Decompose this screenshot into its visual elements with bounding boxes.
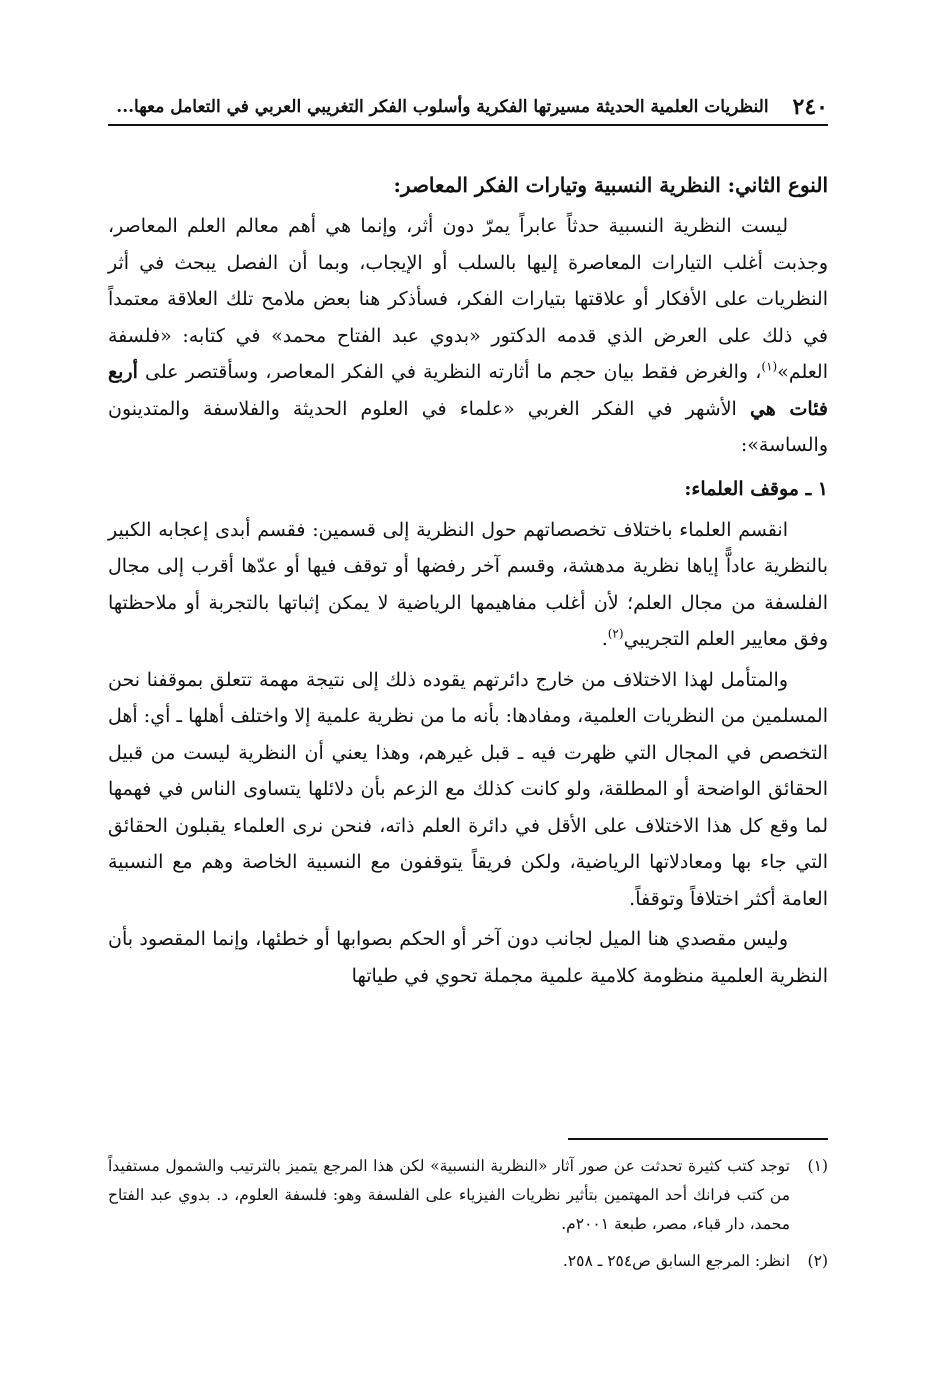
footnote-ref-1: (١)	[761, 359, 778, 374]
footnote-separator	[568, 1138, 828, 1140]
paragraph-intro-bold: أربع فئات هي	[108, 361, 829, 420]
paragraph-scientists-text: انقسم العلماء باختلاف تخصصاتهم حول النظرية إلى قسمين: فقسم أبدى إعجابه الكبير بالنظرية عاداًّ إياها نظرية مدهشة، وقسم آخر رفضها أو توقف فيها أو عدّها أقرب إلى مجال الفلسفة من مجال العلم؛ لأن أغلب مفاهيمها الرياضية لا يمكن إثباتها بالتجربة أو ملاحظتها وفق معايير العلم التجريبي	[108, 518, 828, 650]
paragraph-intro-part1: ليست النظرية النسبية حدثاً عابراً يمرّ دون أثر، وإنما هي أهم معالم العلم المعاصر، وجذبت أغلب التيارات المعاصرة إليها بالسلب أو الإيجاب، وبما أن الفصل يبحث في أثر النظريات على الأفكار أو علاقتها بتيارات الفكر، فسأذكر هنا بعض ملامح تلك العلاقة معتمداً في ذلك على العرض الذي قدمه الدكتور «بدوي عبد الفتاح محمد» في كتابه: «فلسفة العلم»	[108, 215, 828, 383]
footnote-1-mark: (١)	[807, 1157, 828, 1175]
paragraph-intro-part3: الأشهر في الفكر الغربي «علماء في العلوم الحديثة والفلاسفة والمتدينون والساسة»:	[108, 397, 828, 456]
paragraph-intro	[108, 208, 828, 464]
paragraph-intro-part2: ، والغرض فقط بيان حجم ما أثارته النظرية في الفكر المعاصر، وسأقتصر على	[137, 361, 762, 383]
section-heading: النوع الثاني: النظرية النسبية وتيارات الفكر المعاصر:	[393, 173, 828, 197]
footnote-2-mark: (٢)	[807, 1252, 828, 1270]
footnote-1-text: توجد كتب كثيرة تحدثت عن صور آثار «النظرية النسبية» لكن هذا المرجع يتميز بالترتيب والشمول مستفيداً من كتب فرانك أحد المهتمين بتأثير نظريات الفيزياء على الفلسفة وهو: فلسفة العلوم، د. بدوي عبد الفتاح محمد، دار قباء، مصر، طبعة ٢٠٠١م.	[108, 1157, 790, 1233]
footnote-1	[108, 1152, 828, 1239]
footnote-ref-2: (٢)	[607, 626, 624, 641]
footnote-2-text: انظر: المرجع السابق ص٢٥٤ ـ ٢٥٨.	[562, 1252, 790, 1270]
main-text	[108, 162, 828, 994]
paragraph-purpose: وليس مقصدي هنا الميل لجانب دون آخر أو الحكم بصوابها أو خطئها، وإنما المقصود بأن النظرية العلمية منظومة كلامية علمية مجملة تحوي في طياتها	[108, 928, 828, 987]
paragraph-reflection: والمتأمل لهذا الاختلاف من خارج دائرتهم يقوده ذلك إلى نتيجة مهمة تتعلق بموقفنا نحن المسلمين من النظريات العلمية، ومفادها: بأنه ما من نظرية علمية إلا واختلف أهلها ـ أي: أهل التخصص في المجال التي ظهرت فيه ـ قبل غيرهم، وهذا يعني أن النظرية ليست من قبيل الحقائق الواضحة أو المطلقة، ولو كانت كذلك مع الزعم بأن دلائلها يتساوى الناس في فهمها لما وقع كل هذا الاختلاف على الأقل في دائرة العلم ذاته، فنحن نرى العلماء يقبلون الحقائق التي جاء بها ومعادلاتها الرياضية، ولكن فريقاً يتوقفون مع النسبية الخاصة وهم مع النسبية العامة أكثر اختلافاً وتوقفاً.	[108, 668, 829, 910]
running-header	[108, 90, 828, 126]
running-title: النظريات العلمية الحديثة مسيرتها الفكرية وأسلوب الفكر التغريبي العربي في التعامل معها...	[116, 97, 769, 117]
subheading-scientists: ١ ـ موقف العلماء:	[684, 477, 828, 500]
paragraph-scientists-end: .	[601, 628, 608, 650]
page-number: ٢٤٠	[792, 94, 828, 120]
footnotes	[108, 1152, 828, 1276]
paragraph-scientists	[108, 512, 828, 658]
footnote-2	[108, 1247, 828, 1276]
